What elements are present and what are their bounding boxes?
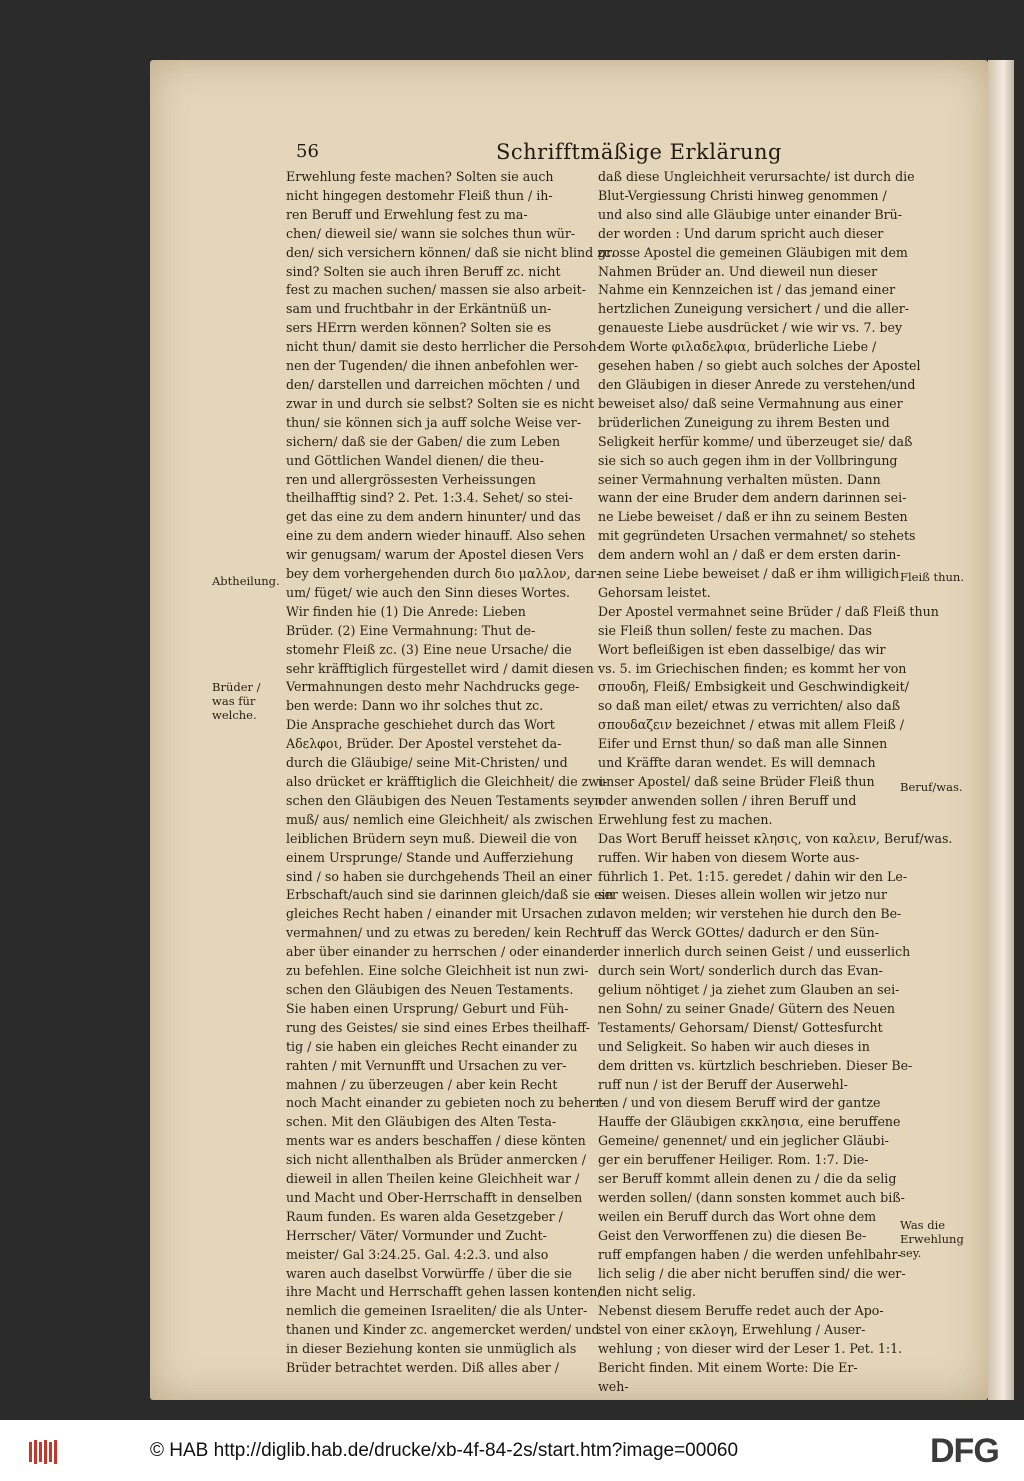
text-line: vermahnen/ und zu etwas zu bereden/ kein Recht	[286, 925, 603, 941]
text-line: und Göttlichen Wandel dienen/ die theu-	[286, 452, 544, 468]
text-line: wir genugsam/ warum der Apostel diesen Vers	[286, 547, 584, 563]
text-line: Αδελφοι, Brüder. Der Apostel verstehet da-	[286, 736, 562, 752]
text-line: Nahmen Brüder an. Und dieweil nun dieser	[598, 263, 878, 279]
text-line: genaueste Liebe ausdrücket / wie wir vs. 7. bey	[598, 320, 903, 336]
text-line: vs. 5. im Griechischen finden; es kommt her von	[598, 660, 907, 676]
text-line: Herrscher/ Väter/ Vormunder und Zucht-	[286, 1227, 547, 1243]
text-line: sind? Solten sie auch ihren Beruff zc. nicht	[286, 263, 561, 279]
text-line: der innerlich durch seinen Geist / und eusserlich	[598, 944, 911, 960]
text-line: ser Beruff kommt allein denen zu / die da selig	[598, 1171, 897, 1187]
text-line: ser weisen. Dieses allein wollen wir jetzo nur	[598, 887, 888, 903]
text-line: ger ein beruffener Heiliger. Rom. 1:7. Die-	[598, 1152, 869, 1168]
text-line: aber über einander zu herrschen / oder einander	[286, 944, 600, 960]
text-line: den nicht selig.	[598, 1284, 697, 1300]
text-line: und Kräffte daran wendet. Es will demnach	[598, 755, 876, 771]
text-line: dem Worte φιλαδελφια, brüderliche Liebe /	[598, 339, 877, 355]
text-line: zu befehlen. Eine solche Gleichheit ist nun zwi-	[286, 963, 589, 979]
text-line: ruff empfangen haben / die werden unfehlbahr-	[598, 1246, 902, 1262]
text-line: daß diese Ungleichheit verursachte/ ist durch die	[598, 169, 915, 184]
text-line: σπουδαζειν bezeichnet / etwas mit allem Fleiß /	[598, 717, 904, 733]
text-line: durch die Gläubige/ seine Mit-Christen/ und	[286, 755, 568, 771]
text-line: und also sind alle Gläubige unter einander Brü-	[598, 206, 903, 222]
text-line: dem andern wohl an / daß er dem ersten darin-	[598, 547, 901, 563]
text-line: Wir finden hie (1) Die Anrede: Lieben	[286, 603, 526, 619]
text-line: get das eine zu dem andern hinunter/ und das	[286, 509, 581, 525]
text-line: fest zu machen suchen/ massen sie also arbeit-	[286, 282, 586, 298]
text-line: Nahme ein Kennzeichen ist / das jemand einer	[598, 282, 896, 298]
text-line: rahten / mit Vernunfft und Ursachen zu ver-	[286, 1057, 567, 1073]
text-line: durch sein Wort/ sonderlich durch das Evan-	[598, 963, 883, 979]
text-line: Hauffe der Gläubigen εκκλησια, eine beruffene	[598, 1114, 901, 1130]
text-line: Das Wort Beruff heisset κλησις, von καλειν, Beruf/was.	[598, 830, 953, 846]
text-line: Brüder betrachtet werden. Diß alles aber /	[286, 1360, 559, 1376]
text-line: mahnen / zu überzeugen / aber kein Recht	[286, 1076, 558, 1092]
text-line: schen. Mit den Gläubigen des Alten Testa-	[286, 1114, 557, 1130]
text-line: schen den Gläubigen des Neuen Testaments.	[286, 981, 574, 997]
page-edge	[988, 60, 1014, 1400]
text-line: oder anwenden sollen / ihren Beruff und	[598, 792, 857, 808]
text-line: wann der eine Bruder dem andern darinnen sei-	[598, 490, 907, 506]
text-line: thanen und Kinder zc. angemercket werden/ und	[286, 1322, 600, 1338]
margin-note-erwehlung: Was die Erwehlung sey.	[900, 1218, 964, 1260]
text-line: waren auch daselbst Vorwürffe / über die sie	[286, 1265, 573, 1281]
text-line: hertzlichen Zuneigung versichert / und die aller-	[598, 301, 910, 317]
margin-note-abtheilung: Abtheilung.	[212, 574, 280, 588]
text-line: und Macht und Ober-Herrschafft in denselben	[286, 1189, 583, 1205]
text-line: Brüder. (2) Eine Vermahnung: Thut de-	[286, 622, 536, 638]
text-line: stel von einer εκλογη, Erwehlung / Auser-	[598, 1322, 866, 1338]
text-line: den/ sich versichern können/ daß sie nicht blind zc.	[286, 244, 615, 260]
text-line: also drücket er kräfftiglich die Gleichheit/ die zwi-	[286, 774, 608, 789]
text-line: wehlung ; von dieser wird der Leser 1. Pet. 1:1.	[598, 1341, 903, 1357]
text-line: rung des Geistes/ sie sind eines Erbes theilhaff-	[286, 1019, 590, 1035]
text-line: weh-	[598, 1379, 629, 1394]
text-line: Gehorsam leistet.	[598, 584, 711, 600]
text-line: Eifer und Ernst thun/ so daß man alle Sinnen	[598, 736, 888, 752]
text-line: zwar in und durch sie selbst? Solten sie es nicht	[286, 395, 595, 411]
text-line: Gemeine/ genennet/ und ein jeglicher Gläubi-	[598, 1133, 889, 1149]
text-line: dieweil in allen Theilen keine Gleichheit war /	[286, 1171, 580, 1187]
text-line: nicht hingegen destomehr Fleiß thun / ih-	[286, 187, 553, 203]
text-line: sie sich so auch gegen ihm in der Vollbringung	[598, 452, 898, 468]
text-line: nen der Tugenden/ die ihnen anbefohlen wer-	[286, 358, 579, 374]
text-line: thun/ sie können sich ja auff solche Weise ver-	[286, 414, 582, 430]
text-line: nicht thun/ damit sie desto herrlicher die Persoh-	[286, 339, 601, 355]
text-line: theilhafftig sind? 2. Pet. 1:3.4. Sehet/ so stei-	[286, 490, 573, 506]
text-line: sie Fleiß thun sollen/ feste zu machen. Das	[598, 622, 873, 638]
text-line: Erbschaft/auch sind sie darinnen gleich/daß sie ein	[286, 887, 614, 903]
text-line: ne Liebe beweiset / daß er ihn zu seinem Besten	[598, 509, 908, 525]
hab-library-logo-icon	[28, 1438, 62, 1466]
text-line: den Gläubigen in dieser Anrede zu verstehen/und	[598, 376, 916, 392]
text-line: unser Apostel/ daß seine Brüder Fleiß thun	[598, 774, 875, 789]
text-line: meister/ Gal 3:24.25. Gal. 4:2.3. und also	[286, 1246, 549, 1262]
text-line: Vermahnungen desto mehr Nachdrucks gege-	[286, 679, 580, 695]
text-line: beweiset also/ daß seine Vermahnung aus einer	[598, 395, 903, 411]
text-line: und Seligkeit. So haben wir auch dieses in	[598, 1038, 870, 1054]
text-line: ten / und von diesem Beruff wird der gantze	[598, 1095, 881, 1111]
margin-note-fleiss: Fleiß thun.	[900, 570, 964, 584]
text-line: so daß man eilet/ etwas zu verrichten/ also daß	[598, 698, 901, 714]
text-line: Der Apostel vermahnet seine Brüder / daß Fleiß thun	[598, 603, 939, 619]
text-line: sind / so haben sie durchgehends Theil an einer	[286, 868, 592, 884]
text-line: um/ füget/ wie auch den Sinn dieses Wortes.	[286, 584, 571, 600]
text-line: seiner Vermahnung verhalten müsten. Dann	[598, 471, 881, 487]
text-line: Seligkeit herfür komme/ und überzeuget sie/ daß	[598, 433, 913, 449]
page-number: 56	[296, 141, 319, 162]
text-line: ren Beruff und Erwehlung fest zu ma-	[286, 206, 528, 222]
text-line: gesehen haben / so giebt auch solches der Apostel	[598, 358, 921, 374]
left-text-column	[286, 168, 615, 1376]
text-line: tig / sie haben ein gleiches Recht einander zu	[286, 1038, 578, 1054]
text-line: ben werde: Dann wo ihr solches thut zc.	[286, 698, 544, 714]
text-line: sam und fruchtbahr in der Erkäntnüß un-	[286, 301, 552, 317]
footer-source-link[interactable]: © HAB http://diglib.hab.de/drucke/xb-4f-84-2s/start.htm?image=00060	[150, 1440, 739, 1461]
text-line: Wort befleißigen ist eben dasselbige/ das wir	[598, 641, 886, 657]
text-line: Die Ansprache geschiehet durch das Wort	[286, 717, 555, 733]
text-line: den/ darstellen und darreichen möchten / und	[286, 376, 581, 392]
text-line: ruffen. Wir haben von diesem Worte aus-	[598, 849, 860, 865]
text-line: ren und allergrössesten Verheissungen	[286, 471, 536, 487]
text-line: ruff das Werck GOttes/ dadurch er den Sün-	[598, 925, 880, 941]
text-line: schen den Gläubigen des Neuen Testaments seyn	[286, 792, 603, 808]
text-line: sichern/ daß sie der Gaben/ die zum Leben	[286, 433, 561, 449]
text-line: Erwehlung feste machen? Solten sie auch	[286, 169, 554, 184]
text-line: mit gegründeten Ursachen vermahnet/ so stehets	[598, 528, 916, 544]
text-line: dem dritten vs. kürtzlich beschrieben. Dieser Be-	[598, 1057, 913, 1073]
text-line: der worden : Und darum spricht auch dieser	[598, 225, 884, 241]
text-line: Geist den Verworffenen zu) die diesen Be-	[598, 1227, 867, 1243]
text-line: ruff nun / ist der Beruff der Auserwehl-	[598, 1076, 848, 1092]
text-line: sehr kräfftiglich fürgestellet wird / damit diesen	[286, 660, 594, 676]
text-line: Nebenst diesem Beruffe redet auch der Apo-	[598, 1303, 884, 1319]
text-line: in dieser Beziehung konten sie unmüglich als	[286, 1341, 577, 1357]
text-line: sers HErrn werden können? Solten sie es	[286, 320, 552, 336]
text-line: muß/ aus/ nemlich eine Gleichheit/ als zwischen	[286, 811, 594, 827]
text-line: lich selig / die aber nicht beruffen sind/ die wer-	[598, 1265, 906, 1281]
text-line: grosse Apostel die gemeinen Gläubigen mit dem	[598, 244, 908, 260]
running-title: Schrifftmäßige Erklärung	[496, 140, 782, 164]
text-line: ihre Macht und Herrschafft gehen lassen konten/	[286, 1284, 602, 1300]
text-line: chen/ dieweil sie/ wann sie solches thun wür-	[286, 225, 576, 241]
text-line: gelium nöhtiget / ja ziehet zum Glauben an sei-	[598, 981, 900, 997]
text-line: brüderlichen Zuneigung zu ihrem Besten und	[598, 414, 890, 430]
text-line: Raum funden. Es waren alda Gesetzgeber /	[286, 1208, 563, 1224]
text-line: Erwehlung fest zu machen.	[598, 811, 773, 827]
text-line: sich nicht allenthalben als Brüder anmercken /	[286, 1152, 586, 1168]
text-line: stomehr Fleiß zc. (3) Eine neue Ursache/ die	[286, 641, 572, 657]
text-line: nen Sohn/ zu seiner Gnade/ Gütern des Neuen	[598, 1000, 896, 1016]
text-line: Testaments/ Gehorsam/ Dienst/ Gottesfurcht	[598, 1019, 883, 1035]
dfg-logo: DFG	[930, 1432, 999, 1470]
text-line: einem Ursprunge/ Stande und Aufferziehung	[286, 849, 574, 865]
text-line: führlich 1. Pet. 1:15. geredet / dahin wir den Le-	[598, 868, 908, 884]
text-line: ments war es anders beschaffen / diese könten	[286, 1133, 586, 1149]
text-line: Bericht finden. Mit einem Worte: Die Er-	[598, 1360, 858, 1376]
text-line: gleiches Recht haben / einander mit Ursachen zu	[286, 906, 602, 922]
text-line: bey dem vorhergehenden durch διο μαλλον, dar-	[286, 566, 601, 582]
text-line: weilen ein Beruff durch das Wort ohne dem	[598, 1208, 877, 1224]
text-line: Blut-Vergiessung Christi hinweg genommen /	[598, 187, 887, 203]
text-line: werden sollen/ (dann sonsten kommet auch biß-	[598, 1189, 905, 1205]
text-line: σπουδη, Fleiß/ Embsigkeit und Geschwindigkeit/	[598, 679, 909, 695]
text-line: davon melden; wir verstehen hie durch den Be-	[598, 906, 902, 922]
text-line: eine zu dem andern wieder hinauff. Also sehen	[286, 528, 586, 544]
text-line: leiblichen Brüdern seyn muß. Dieweil die von	[286, 830, 578, 846]
text-line: Sie haben einen Ursprung/ Geburt und Füh-	[286, 1000, 569, 1016]
text-line: nemlich die gemeinen Israeliten/ die als Unter-	[286, 1303, 588, 1319]
margin-note-brueder: Brüder / was für welche.	[212, 680, 261, 722]
text-line: noch Macht einander zu gebieten noch zu beherr-	[286, 1095, 606, 1111]
text-line: nen seine Liebe beweiset / daß er ihm willigich	[598, 566, 900, 582]
margin-note-beruf: Beruf/was.	[900, 780, 963, 794]
